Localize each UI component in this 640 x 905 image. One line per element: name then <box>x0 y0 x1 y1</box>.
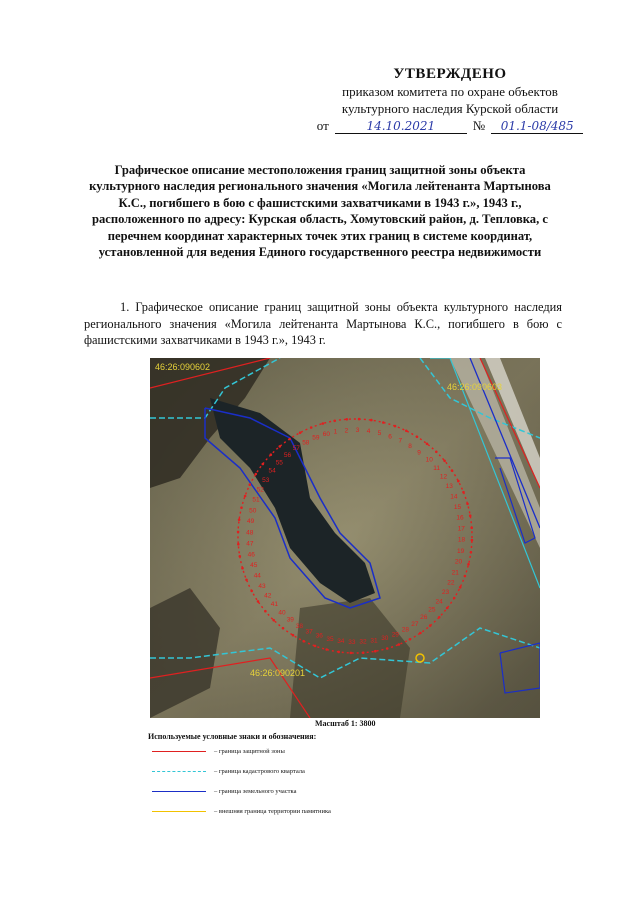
point-label: 60 <box>322 431 331 439</box>
point-label: 30 <box>381 634 389 642</box>
point-label: 18 <box>457 536 466 544</box>
point-label: 58 <box>302 439 310 447</box>
point-label: 10 <box>425 456 433 464</box>
point-label: 46 <box>247 551 255 559</box>
point-label: 25 <box>428 606 436 614</box>
point-label: 19 <box>457 547 465 555</box>
point-marker <box>237 531 240 534</box>
point-marker <box>374 650 377 653</box>
point-label: 47 <box>246 540 254 548</box>
point-marker <box>416 436 419 439</box>
point-label: 15 <box>453 503 462 511</box>
legend-swatch <box>152 811 206 812</box>
point-marker <box>282 627 285 630</box>
point-marker <box>272 619 275 622</box>
point-marker <box>358 418 361 421</box>
point-marker <box>240 506 243 509</box>
point-marker <box>466 503 469 506</box>
point-label: 43 <box>258 582 266 590</box>
point-marker <box>443 460 446 463</box>
point-marker <box>446 607 449 610</box>
point-label: 57 <box>292 445 300 453</box>
point-marker <box>438 616 441 619</box>
point-label: 17 <box>457 525 465 533</box>
point-label: 37 <box>305 628 313 636</box>
legend-item-territory <box>152 806 331 816</box>
legend-swatch <box>152 771 206 772</box>
point-marker <box>467 563 470 566</box>
point-label: 39 <box>286 616 294 624</box>
point-label: 33 <box>348 638 356 646</box>
point-label: 53 <box>262 476 270 484</box>
point-label: 28 <box>401 626 410 634</box>
point-label: 1 <box>333 428 338 436</box>
point-marker <box>279 445 282 448</box>
point-marker <box>288 438 291 441</box>
approval-order <box>300 118 600 134</box>
approval-stamp <box>300 60 600 134</box>
point-label: 23 <box>441 589 450 597</box>
point-marker <box>405 430 408 433</box>
point-marker <box>264 610 267 613</box>
point-label: 24 <box>435 598 443 606</box>
point-marker <box>257 600 260 603</box>
point-marker <box>310 426 313 429</box>
point-marker <box>249 483 252 486</box>
point-marker <box>239 555 242 558</box>
point-label: 6 <box>388 433 392 441</box>
legend-label: – граница кадастрового квартала <box>214 767 305 775</box>
approval-date: 14.10.2021 <box>335 119 467 134</box>
point-marker <box>362 651 365 654</box>
point-label: 9 <box>417 449 421 457</box>
map-svg <box>150 358 540 718</box>
point-marker <box>302 640 305 643</box>
from-label: от <box>316 118 329 133</box>
point-marker <box>426 443 429 446</box>
point-label: 11 <box>433 464 440 472</box>
cadastral-label: 46:26:090201 <box>250 668 306 678</box>
point-marker <box>453 597 456 600</box>
point-label: 13 <box>445 483 453 491</box>
point-marker <box>292 634 295 637</box>
point-marker <box>457 480 460 483</box>
approval-number: 01.1-08/485 <box>491 119 583 134</box>
legend-swatch <box>152 751 206 752</box>
legend-swatch <box>152 791 206 792</box>
point-marker <box>337 651 340 654</box>
point-label: 48 <box>246 529 254 537</box>
point-marker <box>398 643 401 646</box>
point-label: 26 <box>420 614 428 622</box>
point-label: 41 <box>270 601 279 609</box>
point-label: 5 <box>377 430 382 438</box>
point-label: 59 <box>312 434 320 442</box>
aerial-map <box>150 358 540 718</box>
point-marker <box>451 469 454 472</box>
point-marker <box>262 463 265 466</box>
point-label: 42 <box>264 592 272 600</box>
point-marker <box>350 652 353 655</box>
point-label: 51 <box>252 496 260 504</box>
point-marker <box>409 638 412 641</box>
point-marker <box>322 422 325 425</box>
point-marker <box>237 543 240 546</box>
point-label: 14 <box>450 493 458 501</box>
legend-item-cadastral <box>152 766 305 776</box>
approval-line-1: приказом комитета по охране объектов <box>342 84 558 99</box>
point-label: 8 <box>408 443 412 451</box>
point-marker <box>238 518 241 521</box>
number-label: № <box>472 118 486 133</box>
point-marker <box>244 495 247 498</box>
approval-line-2: культурного наследия Курской области <box>341 101 559 116</box>
point-label: 22 <box>447 579 455 587</box>
point-label: 38 <box>295 622 304 630</box>
point-marker <box>459 586 462 589</box>
point-marker <box>394 425 397 428</box>
point-label: 7 <box>398 437 403 445</box>
point-label: 49 <box>247 518 255 526</box>
point-marker <box>325 648 328 651</box>
point-marker <box>346 418 349 421</box>
point-marker <box>419 632 422 635</box>
point-marker <box>255 473 258 476</box>
cadastral-label: 46:26:090603 <box>447 382 503 392</box>
legend-label: – внешняя граница территории памятника <box>214 807 331 815</box>
point-marker <box>250 590 253 593</box>
cadastral-label: 46:26:090602 <box>155 362 211 372</box>
section-paragraph-text: 1. Графическое описание границ защитной зоны объекта культурного наследия регионального значения «Могила лейтенанта Мартынова К.С., погибшего в бою с фашистскими захватчиками в 1943 г.», 1943 г. <box>84 300 562 347</box>
point-label: 20 <box>454 558 463 566</box>
point-marker <box>386 647 389 650</box>
point-marker <box>462 491 465 494</box>
point-label: 31 <box>370 637 378 645</box>
legend-item-protection-zone <box>152 746 285 756</box>
point-marker <box>382 421 385 424</box>
point-label: 16 <box>456 514 464 522</box>
point-marker <box>370 419 373 422</box>
point-marker <box>314 645 317 648</box>
point-label: 52 <box>256 486 264 494</box>
point-marker <box>299 431 302 434</box>
point-label: 12 <box>439 473 448 481</box>
point-marker <box>333 420 336 423</box>
point-marker <box>471 539 474 542</box>
point-label: 34 <box>337 638 345 645</box>
point-label: 50 <box>249 507 257 515</box>
point-label: 45 <box>250 562 258 570</box>
point-label: 27 <box>411 620 419 628</box>
point-marker <box>470 527 473 530</box>
point-label: 56 <box>283 451 292 459</box>
point-label: 21 <box>451 569 459 577</box>
point-marker <box>270 453 273 456</box>
point-marker <box>245 579 248 582</box>
point-label: 3 <box>355 427 360 435</box>
point-marker <box>464 575 467 578</box>
point-marker <box>470 551 473 554</box>
point-marker <box>435 451 438 454</box>
point-label: 44 <box>253 572 261 580</box>
approval-title: УТВЕРЖДЕНО <box>393 66 507 82</box>
point-label: 2 <box>344 427 349 435</box>
point-marker <box>469 514 472 517</box>
point-marker <box>241 567 244 570</box>
legend-item-land-plot <box>152 786 296 796</box>
point-marker <box>429 624 432 627</box>
legend-label: – граница защитной зоны <box>214 747 285 755</box>
point-label: 29 <box>391 631 399 639</box>
document-heading: Графическое описание местоположения границ защитной зоны объекта культурного наследия регионального значения «Могила лейтенанта Мартынова К.С., погибшего в бою с фашистскими захватчиками в 1943 г.», 1943 г., расположенного по адресу: Курская область, Хомутовский район, д. Тепловка, с перечнем координат характерных точек этих границ в системе координат, установленной для ведения Единого государственного реестра недвижимости <box>89 163 551 260</box>
point-label: 40 <box>278 609 286 617</box>
map-scale: Масштаб 1: 3800 <box>315 719 376 728</box>
point-label: 32 <box>359 638 367 646</box>
section-paragraph <box>84 299 562 349</box>
point-label: 36 <box>315 632 323 640</box>
legend-label: – граница земельного участка <box>214 787 297 795</box>
point-label: 55 <box>275 459 283 467</box>
point-label: 35 <box>326 635 334 643</box>
point-label: 4 <box>366 428 371 435</box>
legend-title: Используемые условные знаки и обозначения: <box>148 732 317 741</box>
point-label: 54 <box>268 467 276 475</box>
